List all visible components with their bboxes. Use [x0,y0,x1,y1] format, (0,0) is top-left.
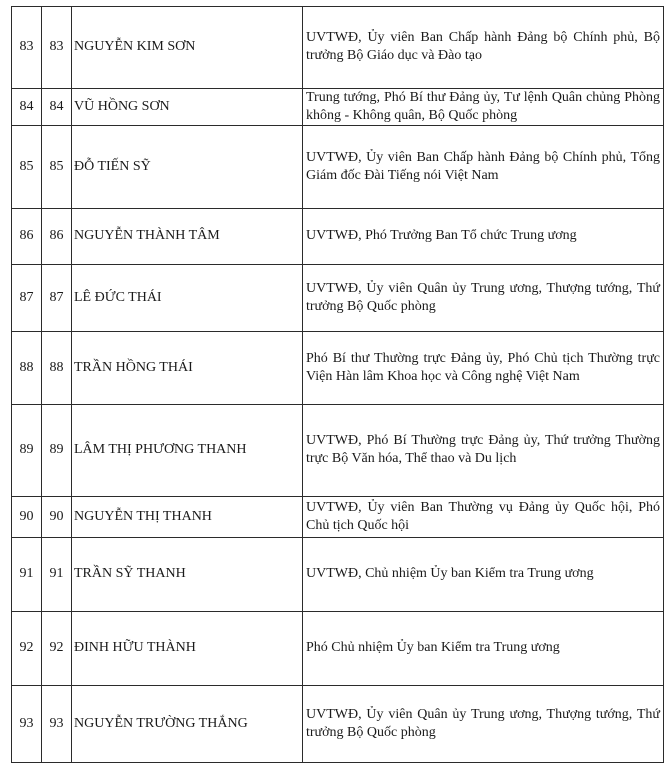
member-position: UVTWĐ, Phó Bí Thường trực Đảng ủy, Thứ trưởng Thường trực Bộ Văn hóa, Thể thao và Du lịch [303,404,664,496]
member-position: UVTWĐ, Ủy viên Ban Chấp hành Đảng bộ Chính phủ, Bộ trưởng Bộ Giáo dục và Đào tạo [303,6,664,88]
member-name: ĐINH HỮU THÀNH [72,611,303,685]
row-number: 89 [42,404,72,496]
member-name: NGUYỄN KIM SƠN [72,6,303,88]
table-row [12,6,664,88]
table-row [12,611,664,685]
member-position: UVTWĐ, Ủy viên Quân ủy Trung ương, Thượng tướng, Thứ trưởng Bộ Quốc phòng [303,685,664,762]
member-list-table [11,6,664,763]
member-name: LÊ ĐỨC THÁI [72,264,303,331]
row-index: 87 [12,264,42,331]
member-name: TRẦN SỸ THANH [72,537,303,611]
table-row [12,88,664,125]
member-name: NGUYỄN TRƯỜNG THẮNG [72,685,303,762]
member-position: Phó Chủ nhiệm Ủy ban Kiểm tra Trung ương [303,611,664,685]
member-position: UVTWĐ, Chủ nhiệm Ủy ban Kiểm tra Trung ương [303,537,664,611]
row-number: 87 [42,264,72,331]
member-name: VŨ HỒNG SƠN [72,88,303,125]
row-number: 92 [42,611,72,685]
member-position: UVTWĐ, Ủy viên Quân ủy Trung ương, Thượng tướng, Thứ trưởng Bộ Quốc phòng [303,264,664,331]
row-index: 91 [12,537,42,611]
member-position: UVTWĐ, Ủy viên Ban Chấp hành Đảng bộ Chính phủ, Tổng Giám đốc Đài Tiếng nói Việt Nam [303,125,664,208]
member-name: ĐỖ TIẾN SỸ [72,125,303,208]
row-index: 89 [12,404,42,496]
member-position: UVTWĐ, Phó Trưởng Ban Tổ chức Trung ương [303,208,664,264]
row-number: 85 [42,125,72,208]
row-index: 86 [12,208,42,264]
row-number: 88 [42,331,72,404]
member-name: LÂM THỊ PHƯƠNG THANH [72,404,303,496]
member-name: NGUYỄN THỊ THANH [72,496,303,537]
row-number: 84 [42,88,72,125]
member-position: Trung tướng, Phó Bí thư Đảng ủy, Tư lệnh Quân chủng Phòng không - Không quân, Bộ Quốc phòng [303,88,664,125]
table-row [12,331,664,404]
row-index: 88 [12,331,42,404]
member-position: Phó Bí thư Thường trực Đảng ủy, Phó Chủ tịch Thường trực Viện Hàn lâm Khoa học và Công nghệ Việt Nam [303,331,664,404]
table-row [12,125,664,208]
row-number: 93 [42,685,72,762]
row-number: 90 [42,496,72,537]
row-index: 90 [12,496,42,537]
row-number: 86 [42,208,72,264]
member-position: UVTWĐ, Ủy viên Ban Thường vụ Đảng ủy Quốc hội, Phó Chủ tịch Quốc hội [303,496,664,537]
table-row [12,208,664,264]
table-row [12,685,664,762]
row-index: 83 [12,6,42,88]
table-row [12,404,664,496]
row-number: 91 [42,537,72,611]
table-row [12,264,664,331]
row-index: 85 [12,125,42,208]
member-name: TRẦN HỒNG THÁI [72,331,303,404]
table-row [12,537,664,611]
row-number: 83 [42,6,72,88]
table-row [12,496,664,537]
row-index: 93 [12,685,42,762]
row-index: 84 [12,88,42,125]
member-name: NGUYỄN THÀNH TÂM [72,208,303,264]
row-index: 92 [12,611,42,685]
